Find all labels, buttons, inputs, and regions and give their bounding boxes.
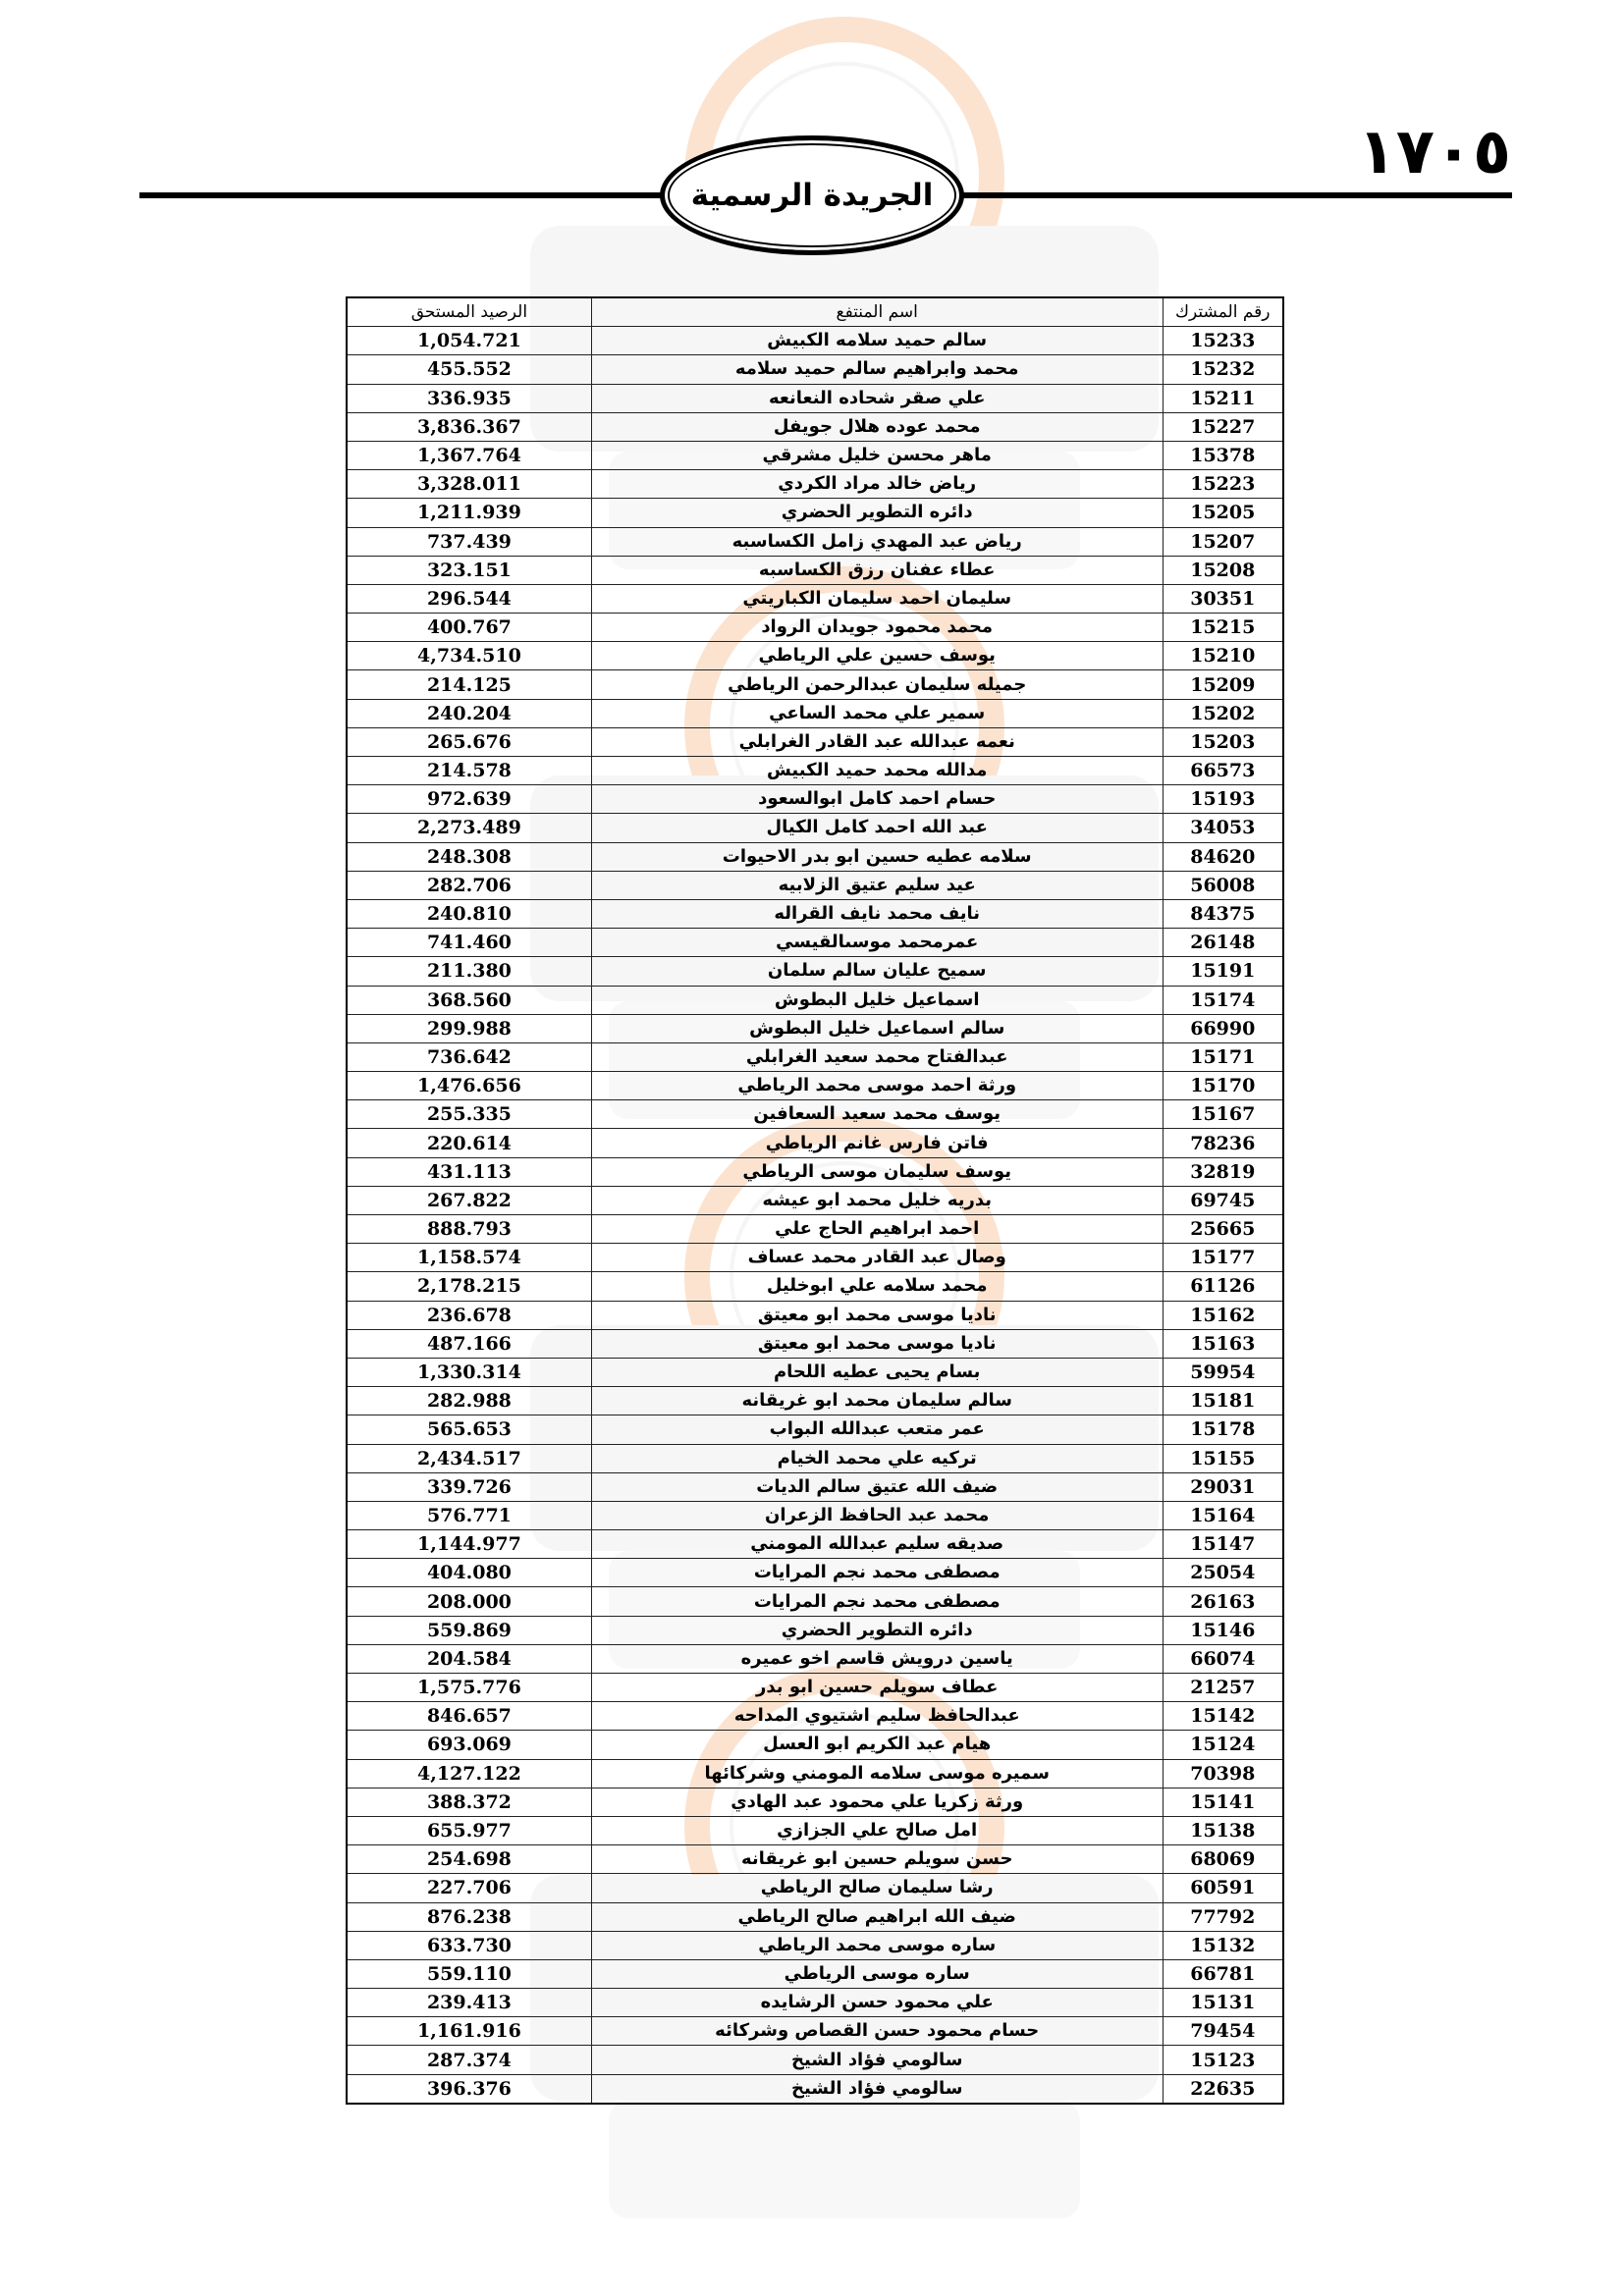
table-row: [347, 1444, 1283, 1472]
table-row: [347, 1702, 1283, 1731]
beneficiary-name-cell: دائره التطوير الحضري: [591, 499, 1163, 527]
subscriber-number-cell: 15171: [1163, 1042, 1283, 1071]
balance-due-cell: 1,144.977: [347, 1530, 591, 1559]
subscriber-number-cell: 15232: [1163, 355, 1283, 384]
table-row: [347, 1215, 1283, 1244]
subscriber-number-cell: 15223: [1163, 470, 1283, 499]
subscriber-number-cell: 15162: [1163, 1301, 1283, 1329]
table-row: [347, 1731, 1283, 1759]
subscriber-number-cell: 70398: [1163, 1759, 1283, 1788]
balance-due-cell: 455.552: [347, 355, 591, 384]
table-row: [347, 384, 1283, 412]
balance-due-cell: 2,273.489: [347, 814, 591, 842]
table-row: [347, 584, 1283, 613]
beneficiary-name-cell: هيام عبد الكريم ابو العسل: [591, 1731, 1163, 1759]
balance-due-cell: 3,328.011: [347, 470, 591, 499]
beneficiary-balance-table: [346, 296, 1284, 2105]
beneficiary-name-cell: سالومي فؤاد الشيخ: [591, 2074, 1163, 2104]
balance-due-cell: 240.810: [347, 899, 591, 928]
subscriber-number-cell: 26163: [1163, 1587, 1283, 1616]
subscriber-number-cell: 15146: [1163, 1616, 1283, 1644]
table-row: [347, 757, 1283, 785]
table-row: [347, 1358, 1283, 1386]
beneficiary-name-cell: محمد سلامه علي ابوخليل: [591, 1272, 1163, 1301]
beneficiary-name-cell: بسام يحيى عطيه اللحام: [591, 1358, 1163, 1386]
balance-due-cell: 239.413: [347, 1989, 591, 2017]
beneficiary-name-cell: ورثة احمد موسى محمد الرياطي: [591, 1072, 1163, 1100]
beneficiary-name-cell: سالم سليمان محمد ابو غريقانه: [591, 1387, 1163, 1415]
table-row: [347, 1272, 1283, 1301]
subscriber-number-cell: 84620: [1163, 842, 1283, 871]
balance-due-cell: 876.238: [347, 1902, 591, 1931]
table-row: [347, 1157, 1283, 1186]
beneficiary-name-cell: مصطفى محمد نجم المرايات: [591, 1559, 1163, 1587]
table-row: [347, 842, 1283, 871]
beneficiary-name-cell: عطاء عفنان رزق الكساسبه: [591, 556, 1163, 584]
subscriber-number-cell: 22635: [1163, 2074, 1283, 2104]
beneficiary-name-cell: رشا سليمان صالح الرياطي: [591, 1874, 1163, 1902]
balance-due-cell: 565.653: [347, 1415, 591, 1444]
balance-due-cell: 972.639: [347, 785, 591, 814]
table-row: [347, 1759, 1283, 1788]
beneficiary-name-cell: صديقه سليم عبدالله المومني: [591, 1530, 1163, 1559]
table-row: [347, 527, 1283, 556]
balance-due-cell: 282.988: [347, 1387, 591, 1415]
table-row: [347, 470, 1283, 499]
beneficiary-name-cell: مدالله محمد حميد الكبيش: [591, 757, 1163, 785]
balance-due-cell: 2,434.517: [347, 1444, 591, 1472]
table-row: [347, 1329, 1283, 1358]
subscriber-number-cell: 66074: [1163, 1644, 1283, 1673]
beneficiary-name-cell: سالومي فؤاد الشيخ: [591, 2046, 1163, 2074]
table-row: [347, 1931, 1283, 1959]
table-row: [347, 412, 1283, 441]
table-row: [347, 986, 1283, 1014]
subscriber-number-cell: 66781: [1163, 1959, 1283, 1988]
beneficiary-name-cell: علي صقر شحاده النعانعه: [591, 384, 1163, 412]
balance-due-cell: 1,367.764: [347, 441, 591, 469]
subscriber-number-cell: 25665: [1163, 1215, 1283, 1244]
subscriber-number-cell: 15147: [1163, 1530, 1283, 1559]
table-row: [347, 1788, 1283, 1816]
beneficiary-name-cell: يوسف سليمان موسى الرياطي: [591, 1157, 1163, 1186]
beneficiary-name-cell: دائره التطوير الحضري: [591, 1616, 1163, 1644]
beneficiary-name-cell: عمرمحمد موسىالقيسي: [591, 929, 1163, 957]
table-row: [347, 2017, 1283, 2046]
subscriber-number-cell: 25054: [1163, 1559, 1283, 1587]
beneficiary-name-cell: عبدالفتاح محمد سعيد الغرابلي: [591, 1042, 1163, 1071]
beneficiary-name-cell: وصال عبد القادر محمد عساف: [591, 1244, 1163, 1272]
table-row: [347, 1415, 1283, 1444]
balance-due-cell: 265.676: [347, 727, 591, 756]
balance-due-cell: 1,054.721: [347, 327, 591, 355]
table-row: [347, 1845, 1283, 1874]
balance-due-cell: 846.657: [347, 1702, 591, 1731]
table-row: [347, 327, 1283, 355]
table-row: [347, 556, 1283, 584]
subscriber-number-cell: 15124: [1163, 1731, 1283, 1759]
subscriber-number-cell: 59954: [1163, 1358, 1283, 1386]
beneficiary-name-cell: سالم حميد سلامه الكبيش: [591, 327, 1163, 355]
subscriber-number-cell: 61126: [1163, 1272, 1283, 1301]
table-row: [347, 1959, 1283, 1988]
subscriber-number-cell: 15167: [1163, 1100, 1283, 1129]
beneficiary-name-cell: محمد محمود جويدان الرواد: [591, 614, 1163, 642]
subscriber-number-cell: 68069: [1163, 1845, 1283, 1874]
table-row: [347, 727, 1283, 756]
beneficiary-name-cell: ضيف الله ابراهيم صالح الرياطي: [591, 1902, 1163, 1931]
table-row: [347, 1874, 1283, 1902]
table-row: [347, 1587, 1283, 1616]
table-row: [347, 814, 1283, 842]
beneficiary-name-cell: يوسف حسين علي الرياطي: [591, 642, 1163, 670]
beneficiary-name-cell: نايف محمد نايف القراله: [591, 899, 1163, 928]
subscriber-number-cell: 15164: [1163, 1501, 1283, 1529]
balance-due-cell: 693.069: [347, 1731, 591, 1759]
subscriber-number-cell: 15178: [1163, 1415, 1283, 1444]
subscriber-number-cell: 15211: [1163, 384, 1283, 412]
subscriber-number-cell: 21257: [1163, 1674, 1283, 1702]
gazette-title: الجريدة الرسمية: [690, 178, 934, 213]
subscriber-number-cell: 30351: [1163, 584, 1283, 613]
table-row: [347, 614, 1283, 642]
subscriber-number-cell: 15123: [1163, 2046, 1283, 2074]
subscriber-number-cell: 15207: [1163, 527, 1283, 556]
balance-due-cell: 240.204: [347, 699, 591, 727]
balance-due-cell: 633.730: [347, 1931, 591, 1959]
table-row: [347, 899, 1283, 928]
beneficiary-name-cell: سليمان احمد سليمان الكباريتي: [591, 584, 1163, 613]
table-row: [347, 1129, 1283, 1157]
subscriber-number-cell: 15193: [1163, 785, 1283, 814]
subscriber-number-cell: 15170: [1163, 1072, 1283, 1100]
beneficiary-name-cell: عطاف سويلم حسين ابو بدر: [591, 1674, 1163, 1702]
table-row: [347, 355, 1283, 384]
beneficiary-name-cell: حسن سويلم حسين ابو غريقانه: [591, 1845, 1163, 1874]
balance-due-cell: 299.988: [347, 1014, 591, 1042]
balance-due-cell: 282.706: [347, 871, 591, 899]
balance-due-cell: 236.678: [347, 1301, 591, 1329]
balance-due-cell: 1,476.656: [347, 1072, 591, 1100]
balance-due-cell: 248.308: [347, 842, 591, 871]
balance-due-cell: 214.578: [347, 757, 591, 785]
table-row: [347, 957, 1283, 986]
balance-due-cell: 576.771: [347, 1501, 591, 1529]
beneficiary-name-cell: نعمه عبدالله عبد القادر الغرابلي: [591, 727, 1163, 756]
table-row: [347, 2046, 1283, 2074]
balance-due-cell: 4,127.122: [347, 1759, 591, 1788]
beneficiary-name-cell: سمير علي محمد الساعي: [591, 699, 1163, 727]
beneficiary-name-cell: ياسين درويش قاسم اخو عميره: [591, 1644, 1163, 1673]
subscriber-number-cell: 29031: [1163, 1472, 1283, 1501]
balance-due-cell: 368.560: [347, 986, 591, 1014]
subscriber-number-cell: 15142: [1163, 1702, 1283, 1731]
beneficiary-name-cell: يوسف محمد سعيد السعافين: [591, 1100, 1163, 1129]
beneficiary-name-cell: عبد الله احمد كامل الكيال: [591, 814, 1163, 842]
subscriber-number-cell: 15155: [1163, 1444, 1283, 1472]
subscriber-number-cell: 15202: [1163, 699, 1283, 727]
beneficiary-name-cell: سلامه عطيه حسين ابو بدر الاحيوات: [591, 842, 1163, 871]
balance-due-cell: 400.767: [347, 614, 591, 642]
beneficiary-name-cell: علي محمود حسن الرشايده: [591, 1989, 1163, 2017]
beneficiary-name-cell: سالم اسماعيل خليل البطوش: [591, 1014, 1163, 1042]
balance-due-cell: 559.110: [347, 1959, 591, 1988]
balance-due-cell: 3,836.367: [347, 412, 591, 441]
table-row: [347, 1902, 1283, 1931]
balance-due-cell: 204.584: [347, 1644, 591, 1673]
subscriber-number-cell: 15233: [1163, 327, 1283, 355]
beneficiary-name-cell: ناديا موسى محمد ابو معيتق: [591, 1301, 1163, 1329]
table-row: [347, 1674, 1283, 1702]
beneficiary-name-cell: محمد وابراهيم سالم حميد سلامه: [591, 355, 1163, 384]
subscriber-number-cell: 60591: [1163, 1874, 1283, 1902]
subscriber-number-cell: 84375: [1163, 899, 1283, 928]
table-row: [347, 1100, 1283, 1129]
beneficiary-name-cell: عبدالحافظ سليم اشتيوي المداحه: [591, 1702, 1163, 1731]
column-header-balance-due: الرصيد المستحق: [347, 297, 591, 327]
balance-due-cell: 1,161.916: [347, 2017, 591, 2046]
beneficiary-name-cell: حسام محمود حسن القصاص وشركائه: [591, 2017, 1163, 2046]
balance-due-cell: 267.822: [347, 1186, 591, 1214]
beneficiary-name-cell: سميره موسى سلامه المومني وشركائها: [591, 1759, 1163, 1788]
table-row: [347, 929, 1283, 957]
subscriber-number-cell: 15209: [1163, 670, 1283, 699]
subscriber-number-cell: 78236: [1163, 1129, 1283, 1157]
subscriber-number-cell: 15138: [1163, 1816, 1283, 1844]
subscriber-number-cell: 34053: [1163, 814, 1283, 842]
table-row: [347, 1472, 1283, 1501]
beneficiary-name-cell: تركيه علي محمد الخيام: [591, 1444, 1163, 1472]
table-row: [347, 1186, 1283, 1214]
table-row: [347, 441, 1283, 469]
column-header-subscriber-number: رقم المشترك: [1163, 297, 1283, 327]
subscriber-number-cell: 15181: [1163, 1387, 1283, 1415]
balance-due-cell: 396.376: [347, 2074, 591, 2104]
table-header-row: [347, 297, 1283, 327]
subscriber-number-cell: 66990: [1163, 1014, 1283, 1042]
beneficiary-name-cell: جميله سليمان عبدالرحمن الرياطي: [591, 670, 1163, 699]
beneficiary-name-cell: امل صالح علي الجزازي: [591, 1816, 1163, 1844]
subscriber-number-cell: 15131: [1163, 1989, 1283, 2017]
table-row: [347, 1989, 1283, 2017]
page-number: ١٧٠٥: [1357, 116, 1511, 188]
subscriber-number-cell: 79454: [1163, 2017, 1283, 2046]
balance-due-cell: 737.439: [347, 527, 591, 556]
balance-due-cell: 736.642: [347, 1042, 591, 1071]
table-row: [347, 1616, 1283, 1644]
subscriber-number-cell: 15174: [1163, 986, 1283, 1014]
subscriber-number-cell: 15205: [1163, 499, 1283, 527]
balance-due-cell: 888.793: [347, 1215, 591, 1244]
beneficiary-name-cell: محمد عوده هلال جويفل: [591, 412, 1163, 441]
beneficiary-name-cell: ضيف الله عتيق سالم الديات: [591, 1472, 1163, 1501]
beneficiary-name-cell: ناديا موسى محمد ابو معيتق: [591, 1329, 1163, 1358]
table-row: [347, 670, 1283, 699]
table-row: [347, 642, 1283, 670]
subscriber-number-cell: 15203: [1163, 727, 1283, 756]
balance-due-cell: 208.000: [347, 1587, 591, 1616]
balance-due-cell: 2,178.215: [347, 1272, 591, 1301]
table-row: [347, 2074, 1283, 2104]
subscriber-number-cell: 77792: [1163, 1902, 1283, 1931]
balance-due-cell: 404.080: [347, 1559, 591, 1587]
balance-due-cell: 287.374: [347, 2046, 591, 2074]
balance-due-cell: 220.614: [347, 1129, 591, 1157]
beneficiary-name-cell: سميح عليان سالم سلمان: [591, 957, 1163, 986]
balance-due-cell: 1,575.776: [347, 1674, 591, 1702]
balance-due-cell: 323.151: [347, 556, 591, 584]
beneficiary-name-cell: ماهر محسن خليل مشرقي: [591, 441, 1163, 469]
balance-due-cell: 296.544: [347, 584, 591, 613]
subscriber-number-cell: 56008: [1163, 871, 1283, 899]
table-row: [347, 1301, 1283, 1329]
beneficiary-name-cell: ساره موسى محمد الرياطي: [591, 1931, 1163, 1959]
table-row: [347, 1530, 1283, 1559]
column-header-beneficiary-name: اسم المنتفع: [591, 297, 1163, 327]
balance-due-cell: 214.125: [347, 670, 591, 699]
table-row: [347, 1072, 1283, 1100]
beneficiary-name-cell: محمد عبد الحافظ الزعران: [591, 1501, 1163, 1529]
balance-due-cell: 1,330.314: [347, 1358, 591, 1386]
subscriber-number-cell: 66573: [1163, 757, 1283, 785]
table-row: [347, 785, 1283, 814]
gazette-masthead: [660, 135, 964, 255]
beneficiary-name-cell: عيد سليم عتيق الزلابيه: [591, 871, 1163, 899]
beneficiary-name-cell: فاتن فارس غانم الرياطي: [591, 1129, 1163, 1157]
table-row: [347, 1014, 1283, 1042]
balance-due-cell: 1,211.939: [347, 499, 591, 527]
table-row: [347, 1501, 1283, 1529]
table-row: [347, 699, 1283, 727]
subscriber-number-cell: 15227: [1163, 412, 1283, 441]
balance-due-cell: 336.935: [347, 384, 591, 412]
subscriber-number-cell: 15210: [1163, 642, 1283, 670]
subscriber-number-cell: 15378: [1163, 441, 1283, 469]
beneficiary-name-cell: ساره موسى الرياطي: [591, 1959, 1163, 1988]
subscriber-number-cell: 15177: [1163, 1244, 1283, 1272]
subscriber-number-cell: 15191: [1163, 957, 1283, 986]
balance-due-cell: 741.460: [347, 929, 591, 957]
beneficiary-name-cell: ورثة زكريا علي محمود عبد الهادي: [591, 1788, 1163, 1816]
table-row: [347, 499, 1283, 527]
balance-due-cell: 1,158.574: [347, 1244, 591, 1272]
beneficiary-name-cell: حسام احمد كامل ابوالسعود: [591, 785, 1163, 814]
table-row: [347, 1042, 1283, 1071]
beneficiary-name-cell: رياض عبد المهدي زامل الكساسبه: [591, 527, 1163, 556]
balance-due-cell: 227.706: [347, 1874, 591, 1902]
table-body: [347, 327, 1283, 2104]
subscriber-number-cell: 15141: [1163, 1788, 1283, 1816]
subscriber-number-cell: 69745: [1163, 1186, 1283, 1214]
balance-due-cell: 559.869: [347, 1616, 591, 1644]
table-row: [347, 1559, 1283, 1587]
beneficiary-name-cell: احمد ابراهيم الحاج علي: [591, 1215, 1163, 1244]
balance-due-cell: 4,734.510: [347, 642, 591, 670]
beneficiary-name-cell: عمر متعب عبدالله البواب: [591, 1415, 1163, 1444]
beneficiary-name-cell: رياض خالد مراد الكردي: [591, 470, 1163, 499]
table-row: [347, 1644, 1283, 1673]
subscriber-number-cell: 15215: [1163, 614, 1283, 642]
balance-due-cell: 211.380: [347, 957, 591, 986]
table-row: [347, 1387, 1283, 1415]
table-row: [347, 1816, 1283, 1844]
subscriber-number-cell: 15163: [1163, 1329, 1283, 1358]
balance-due-cell: 655.977: [347, 1816, 591, 1844]
balance-due-cell: 487.166: [347, 1329, 591, 1358]
balance-due-cell: 254.698: [347, 1845, 591, 1874]
beneficiary-name-cell: بدريه خليل محمد ابو عيشه: [591, 1186, 1163, 1214]
subscriber-number-cell: 32819: [1163, 1157, 1283, 1186]
table-row: [347, 871, 1283, 899]
balance-due-cell: 255.335: [347, 1100, 591, 1129]
subscriber-number-cell: 15208: [1163, 556, 1283, 584]
table-row: [347, 1244, 1283, 1272]
balance-due-cell: 431.113: [347, 1157, 591, 1186]
balance-due-cell: 388.372: [347, 1788, 591, 1816]
subscriber-number-cell: 15132: [1163, 1931, 1283, 1959]
beneficiary-name-cell: اسماعيل خليل البطوش: [591, 986, 1163, 1014]
subscriber-number-cell: 26148: [1163, 929, 1283, 957]
beneficiary-name-cell: مصطفى محمد نجم المرايات: [591, 1587, 1163, 1616]
balance-due-cell: 339.726: [347, 1472, 591, 1501]
